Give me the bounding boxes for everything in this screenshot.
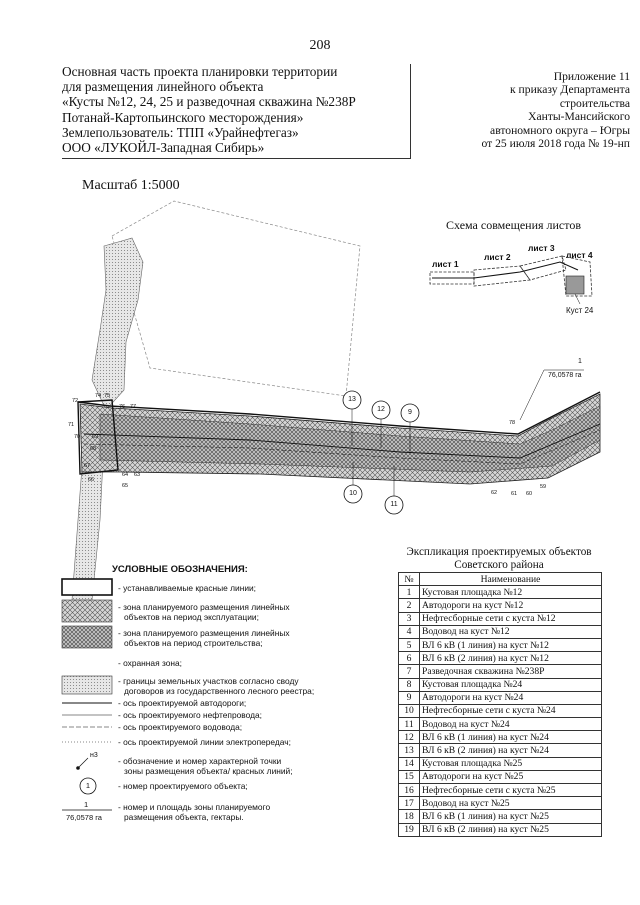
road-corridor-north [92, 238, 143, 410]
row-number: 1 [399, 586, 420, 599]
title-line: ООО «ЛУКОЙЛ-Западная Сибирь» [62, 140, 265, 156]
table-row [399, 678, 602, 691]
object-number: 12 [377, 406, 385, 413]
table-row [399, 691, 602, 704]
table-row [399, 757, 602, 770]
appendix-line: Ханты-Мансийского [528, 110, 630, 124]
row-number: 6 [399, 652, 420, 665]
table-row [399, 797, 602, 810]
row-number: 2 [399, 599, 420, 612]
row-number: 17 [399, 797, 420, 810]
point-label: 65 [122, 483, 129, 489]
legend-item: - зона планируемого размещения линейных [118, 602, 290, 612]
zone-area: 76,0578 га [548, 372, 582, 379]
point-label: 75 [104, 393, 111, 399]
legend-item: - ось проектируемого нефтепровода; [118, 710, 262, 720]
row-number: 5 [399, 638, 420, 651]
row-number: 19 [399, 823, 420, 836]
table-row [399, 823, 602, 836]
point-label: 66 [88, 477, 95, 483]
legend-item: - обозначение и номер характерной точки [118, 756, 282, 766]
row-number: 18 [399, 810, 420, 823]
legend-item: договоров из государственного лесного реестра; [124, 686, 315, 696]
point-label: 71 [68, 422, 75, 428]
table-row [399, 744, 602, 757]
legend-item: - ось проектируемой автодороги; [118, 698, 247, 708]
sheet-label: лист 4 [566, 250, 593, 260]
point-label: 61 [511, 491, 518, 497]
row-name: Разведочная скважина №238Р [420, 665, 602, 678]
table-row [399, 665, 602, 678]
appendix-line: Приложение 11 [553, 70, 630, 83]
table-row [399, 718, 602, 731]
table-row [399, 704, 602, 717]
legend-item: зоны размещения объекта/ красных линий; [124, 766, 293, 776]
legend-item: - ось проектируемого водовода; [118, 722, 243, 732]
legend-item: объектов на период строительства; [124, 638, 263, 648]
row-name: Кустовая площадка №12 [420, 586, 602, 599]
legend-item: - устанавливаемые красные линии; [118, 583, 257, 593]
table-row [399, 652, 602, 665]
row-name: Кустовая площадка №25 [420, 757, 602, 770]
row-name: Нефтесборные сети с куста №24 [420, 704, 602, 717]
legend-title: УСЛОВНЫЕ ОБОЗНАЧЕНИЯ: [112, 564, 248, 575]
title-line: для размещения линейного объекта [62, 79, 264, 95]
explication-table [398, 572, 602, 837]
point-label: 78 [509, 420, 516, 426]
table-row [399, 638, 602, 651]
legend-symbols [62, 579, 112, 810]
row-name: Водовод на куст №24 [420, 718, 602, 731]
point-label: 62 [491, 490, 498, 496]
point-label: 74 [95, 393, 102, 399]
table-row [399, 731, 602, 744]
legend-point-label: н3 [90, 752, 98, 759]
legend-zone-area: 76,0578 га [66, 813, 102, 822]
table-row [399, 586, 602, 599]
row-name: Водовод на куст №25 [420, 797, 602, 810]
object-number: 10 [349, 490, 357, 497]
legend-item: - охранная зона; [118, 658, 182, 668]
column-header: № [399, 573, 420, 586]
title-line: Землепользователь: ТПП «Урайнефтегаз» [62, 124, 299, 140]
table-row [399, 612, 602, 625]
sheet-label: лист 2 [484, 252, 511, 262]
explication-rows [399, 586, 602, 837]
appendix-line: строительства [559, 96, 630, 110]
table-row [399, 770, 602, 783]
legend-item: объектов на период эксплуатации; [124, 612, 259, 622]
legend-item: - зона планируемого размещения линейных [118, 628, 290, 638]
scale-label: Масштаб 1:5000 [82, 178, 180, 193]
table-row [399, 810, 602, 823]
legend-item: размещения объекта, гектары. [124, 812, 244, 822]
row-name: Автодороги на куст №12 [420, 599, 602, 612]
row-number: 15 [399, 770, 420, 783]
row-name: ВЛ 6 кВ (1 линия) на куст №24 [420, 731, 602, 744]
title-line: «Кусты №12, 24, 25 и разведочная скважина №238Р [62, 94, 356, 110]
appendix-line: к приказу Департамента [510, 83, 630, 97]
sheet-label: лист 3 [528, 243, 555, 253]
row-name: ВЛ 6 кВ (1 линия) на куст №12 [420, 638, 602, 651]
row-name: Кустовая площадка №24 [420, 678, 602, 691]
appendix-line: автономного округа – Югры [490, 123, 630, 137]
point-label: 63 [134, 472, 141, 478]
row-number: 14 [399, 757, 420, 770]
object-number: 9 [408, 409, 412, 416]
point-label: 77 [130, 404, 137, 410]
explication-title-line: Советского района [454, 558, 544, 571]
explication-title-line: Экспликация проектируемых объектов [406, 546, 592, 558]
row-number: 7 [399, 665, 420, 678]
legend-item: - номер проектируемого объекта; [118, 781, 248, 791]
object-number: 13 [348, 396, 356, 403]
table-row [399, 599, 602, 612]
row-number: 16 [399, 784, 420, 797]
row-name: ВЛ 6 кВ (2 линия) на куст №25 [420, 823, 602, 836]
row-number: 10 [399, 704, 420, 717]
row-name: ВЛ 6 кВ (1 линия) на куст №25 [420, 810, 602, 823]
land-plot-boundary [112, 201, 360, 396]
legend-item: - номер и площадь зоны планируемого [118, 802, 271, 812]
point-label: 68 [90, 446, 97, 452]
legend-item: - ось проектируемой линии электропередач; [118, 737, 291, 747]
sheet-label: лист 1 [432, 259, 459, 269]
row-name: Нефтесборные сети с куста №12 [420, 612, 602, 625]
point-label: 59 [540, 484, 547, 490]
point-label: 69 [92, 434, 99, 440]
point-label: 67 [84, 463, 91, 469]
row-name: ВЛ 6 кВ (2 линия) на куст №12 [420, 652, 602, 665]
object-number: 11 [390, 501, 398, 508]
point-label: 64 [122, 472, 129, 478]
row-number: 4 [399, 625, 420, 638]
legend-circle-number: 1 [85, 781, 91, 790]
legend-item: - границы земельных участков согласно своду [118, 676, 299, 686]
row-name: ВЛ 6 кВ (2 линия) на куст №24 [420, 744, 602, 757]
scheme-title: Схема совмещения листов [446, 218, 581, 232]
appendix-line: от 25 июля 2018 года № 19-нп [481, 137, 630, 151]
column-header: Наименование [420, 573, 602, 586]
row-number: 13 [399, 744, 420, 757]
row-name: Нефтесборные сети с куста №25 [420, 784, 602, 797]
row-number: 9 [399, 691, 420, 704]
zone-number: 1 [578, 358, 582, 365]
table-row [399, 625, 602, 638]
point-label: 72 [72, 398, 79, 404]
explication-title [392, 546, 606, 572]
page-number: 208 [309, 38, 331, 53]
table-row [399, 784, 602, 797]
title-line: Потанай-Картопьинского месторождения» [62, 109, 304, 125]
row-name: Автодороги на куст №24 [420, 691, 602, 704]
kust-label: Куст 24 [566, 306, 594, 315]
point-label: 70 [74, 434, 81, 440]
title-line: Основная часть проекта планировки территории [62, 64, 338, 79]
point-label: 76 [119, 404, 126, 410]
row-number: 3 [399, 612, 420, 625]
row-number: 8 [399, 678, 420, 691]
row-name: Водовод на куст №12 [420, 625, 602, 638]
row-name: Автодороги на куст №25 [420, 770, 602, 783]
point-label: 60 [526, 491, 533, 497]
legend-zone-number: 1 [84, 800, 89, 809]
row-number: 12 [399, 731, 420, 744]
row-number: 11 [399, 718, 420, 731]
